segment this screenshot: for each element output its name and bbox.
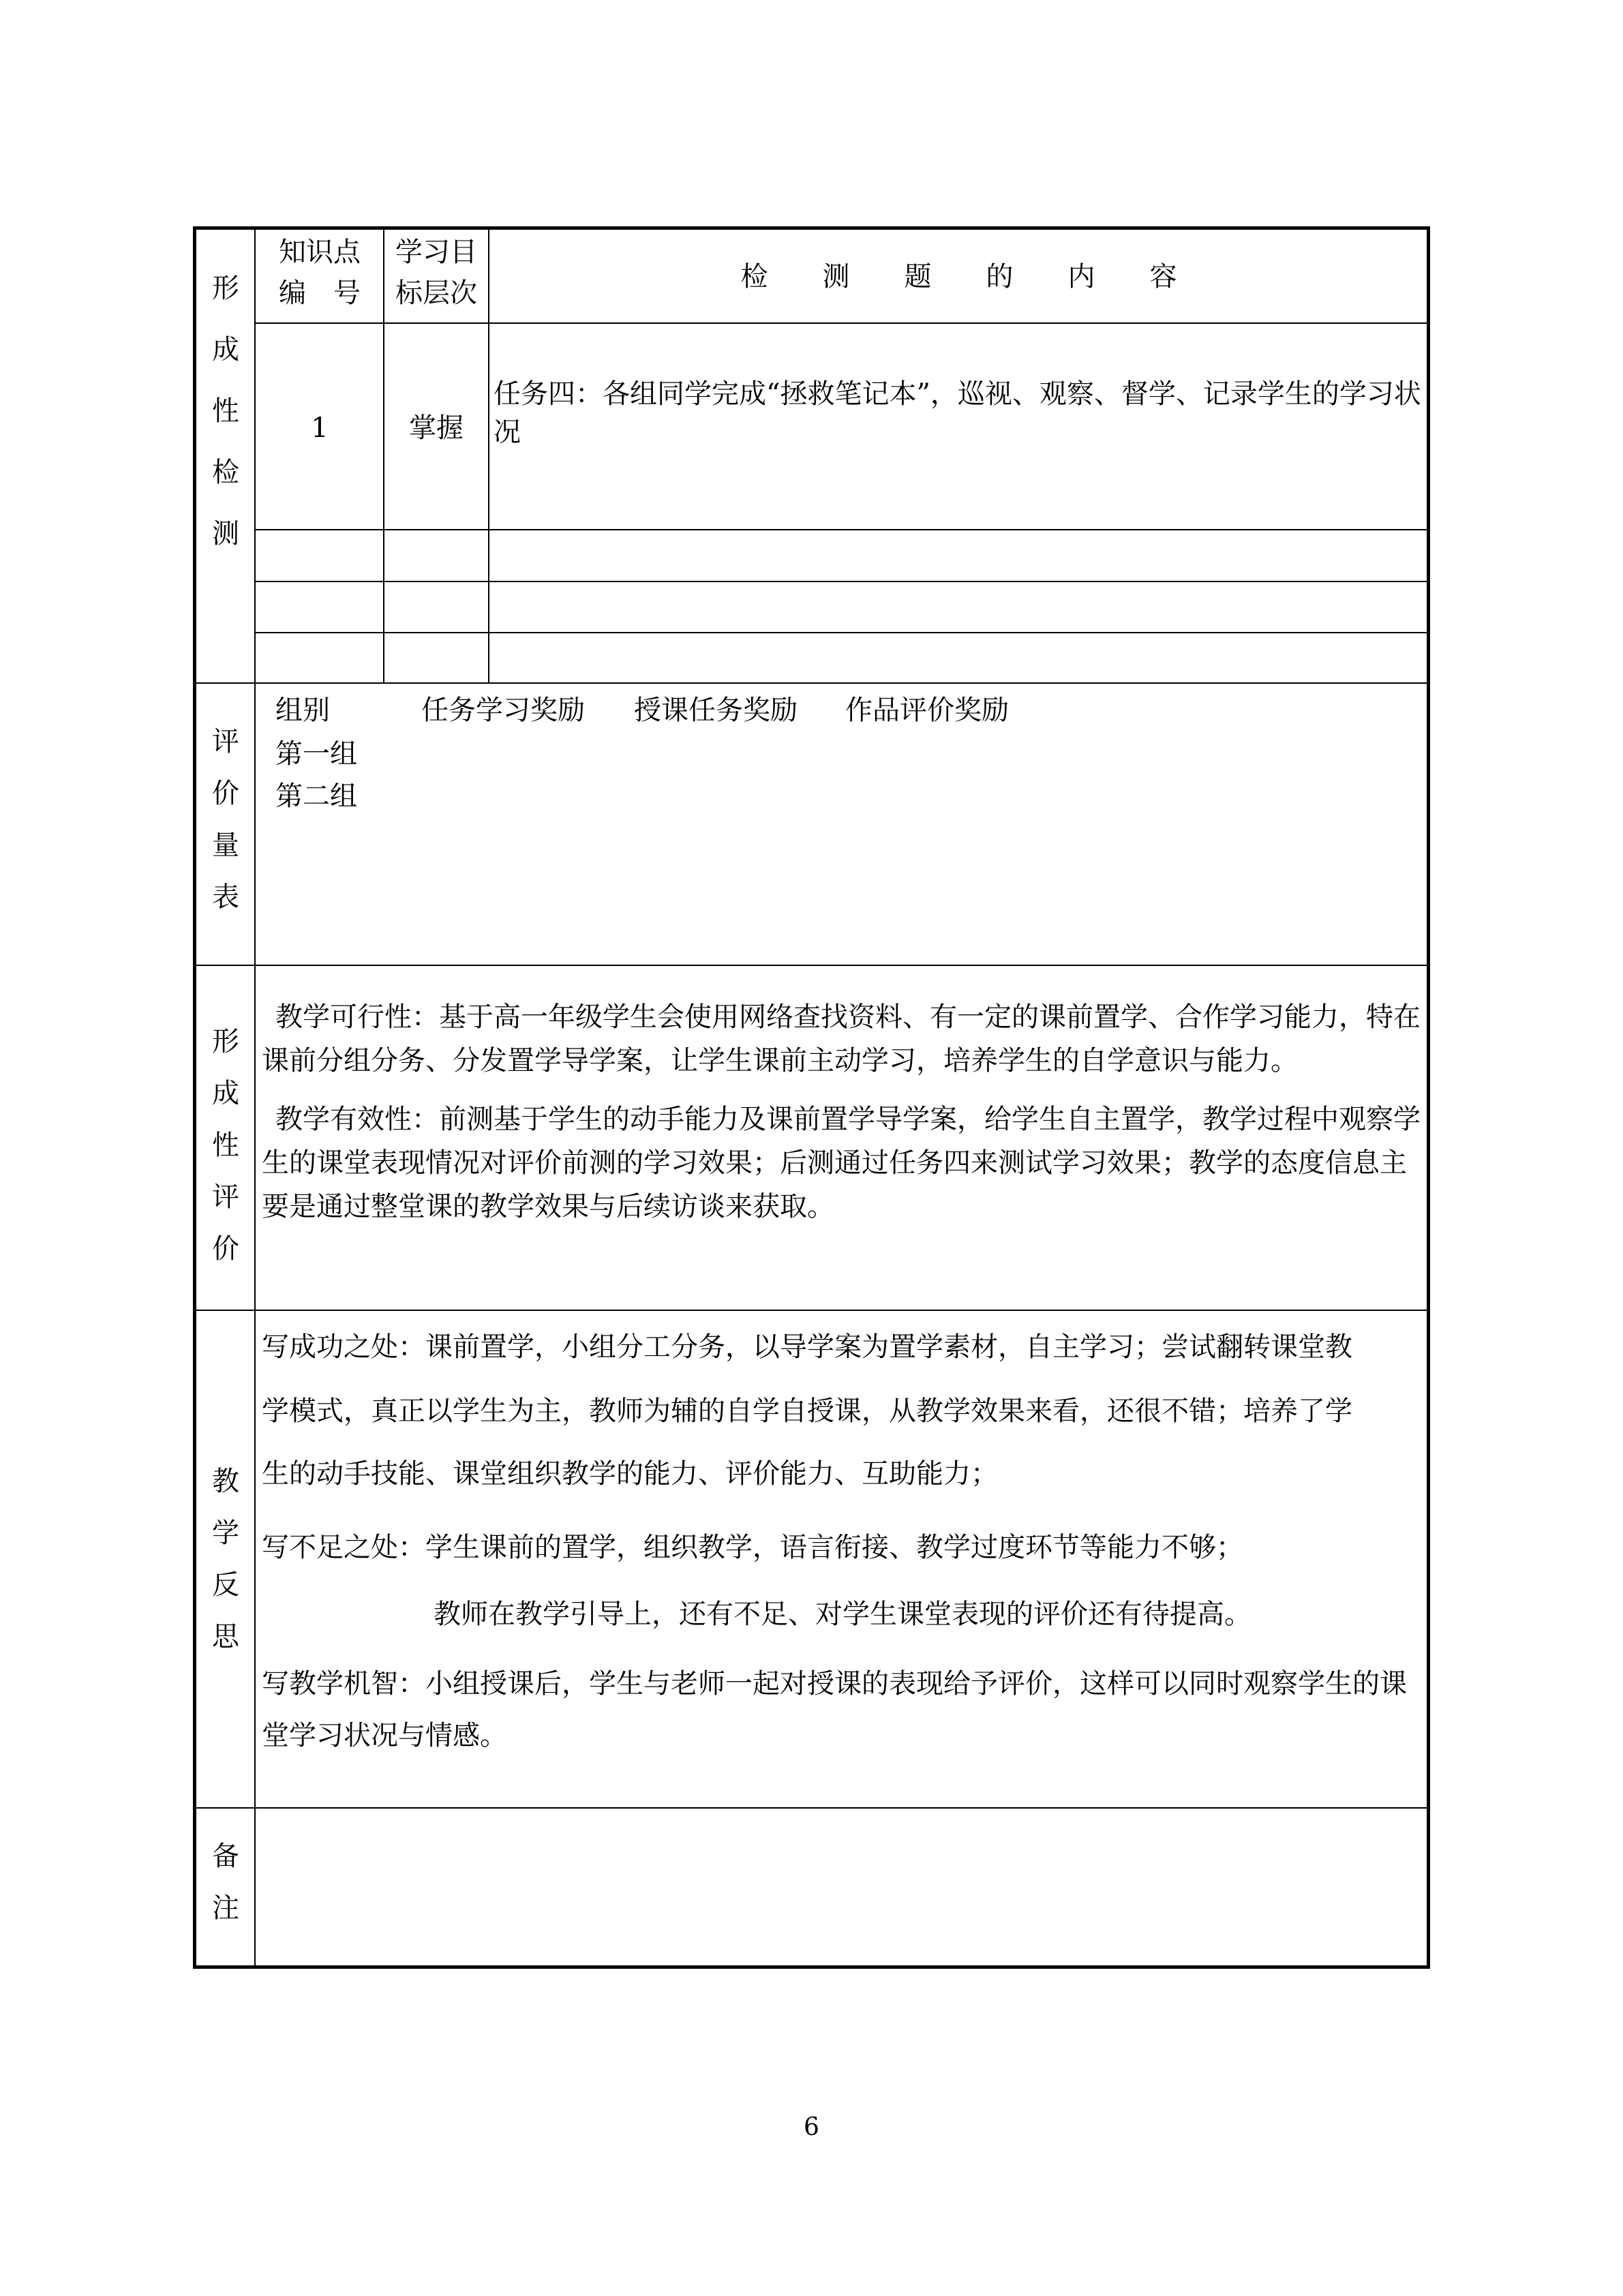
header-goal-line1: 学习目 <box>395 237 477 268</box>
header-content: 检 测 题 的 内 容 <box>740 261 1177 292</box>
reflection-shortfall-line: 教师在教学引导上，还有不足、对学生课堂表现的评价还有待提高。 <box>434 1599 1252 1630</box>
reflection-success-line: 写成功之处：课前置学，小组分工分务，以导学案为置学素材，自主学习；尝试翻转课堂教 <box>262 1331 1352 1363</box>
section-label-rating <box>195 716 256 923</box>
section-label-reflection <box>195 1455 256 1663</box>
section-label-evaluation <box>195 1016 256 1275</box>
rating-row: 第二组 <box>275 781 357 812</box>
section-label-text: 教学反思 <box>212 1466 239 1652</box>
section-label-text: 形成性评价 <box>212 1026 239 1265</box>
evaluation-feasibility: 教学可行性：基于高一年级学生会使用网络查找资料、有一定的课前置学、合作学习能力，特在课前分组分务、分发置学导学案，让学生课前主动学习，培养学生的自学意识与能力。 <box>262 1001 1421 1076</box>
divider <box>195 682 1428 684</box>
section-label-text: 评价量表 <box>212 726 239 913</box>
divider <box>254 322 1428 324</box>
row1-number: 1 <box>311 412 329 444</box>
divider <box>254 581 1428 582</box>
divider <box>195 965 1428 966</box>
rating-row: 第一组 <box>275 738 357 770</box>
divider <box>488 228 489 684</box>
section-label-text: 备注 <box>212 1841 239 1924</box>
evaluation-effectiveness: 教学有效性：前测基于学生的动手能力及课前置学导学案，给学生自主置学，教学过程中观察学生的课堂表现情况对评价前测的学习效果；后测通过任务四来测试学习效果；教学的态度信息主要是通过整堂课的教学效果与后续访谈来获取。 <box>262 1104 1421 1222</box>
header-kp-line2: 编 号 <box>279 277 361 309</box>
divider <box>254 632 1428 633</box>
reflection-success-line: 生的动手技能、课堂组织教学的能力、评价能力、互助能力； <box>262 1458 998 1490</box>
reflection-shortfall-line: 写不足之处：学生课前的置学，组织教学，语言衔接、教学过度环节等能力不够； <box>262 1532 1243 1563</box>
reflection-wisdom: 写教学机智：小组授课后，学生与老师一起对授课的表现给予评价，这样可以同时观察学生的课堂学习状况与情感。 <box>262 1668 1407 1751</box>
divider <box>254 529 1428 530</box>
page-number: 6 <box>804 2113 819 2141</box>
divider <box>195 1807 1428 1809</box>
reflection-success-line: 学模式，真正以学生为主，教师为辅的自学自授课，从教学效果来看，还很不错；培养了学 <box>262 1395 1352 1427</box>
section-label-text: 形成性检测 <box>212 273 239 549</box>
rating-col-work: 作品评价奖励 <box>845 695 1009 726</box>
divider <box>195 1310 1428 1311</box>
rating-col-group: 组别 <box>275 695 330 726</box>
section-label-detection <box>195 258 256 564</box>
rating-col-task: 任务学习奖励 <box>421 695 585 726</box>
header-goal-line2: 标层次 <box>395 277 477 309</box>
section-label-notes <box>195 1830 256 1934</box>
rating-col-lecture: 授课任务奖励 <box>634 695 798 726</box>
row1-level: 掌握 <box>409 412 464 444</box>
header-kp-line1: 知识点 <box>279 237 361 268</box>
row1-task-text: 任务四：各组同学完成“拯救笔记本”，巡视、观察、督学、记录学生的学习状况 <box>494 378 1421 448</box>
